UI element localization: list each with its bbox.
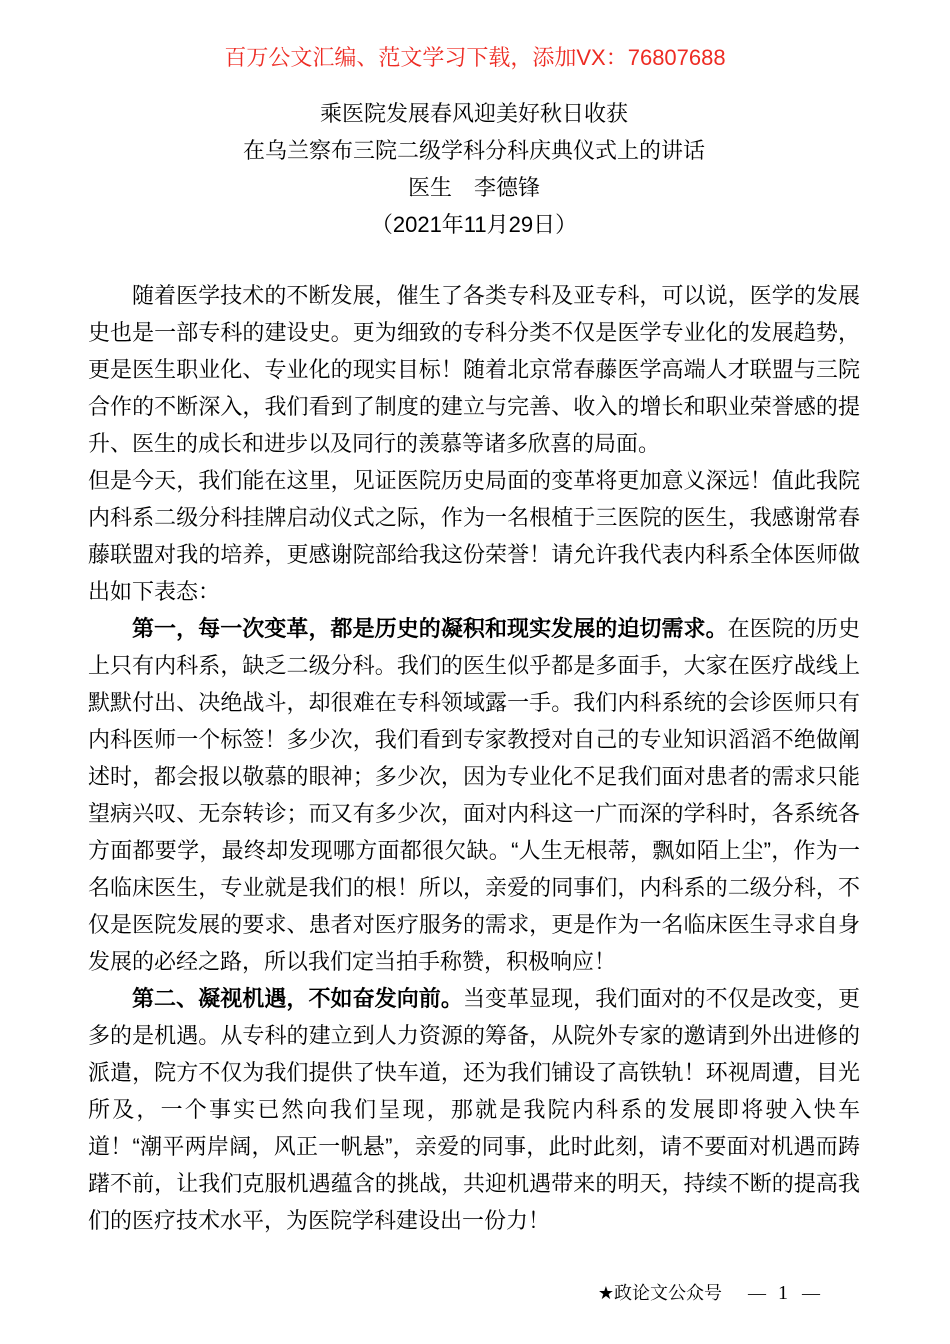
- footer-source-label: ★政论文公众号: [597, 1283, 722, 1303]
- page-number: 1: [778, 1282, 788, 1304]
- paragraph-lead-bold: 第一，每一次变革，都是历史的凝积和现实发展的迫切需求。: [132, 616, 728, 641]
- page-footer: [0, 1280, 832, 1306]
- page-number-right-dash: —: [802, 1283, 820, 1303]
- paragraph-text: 随着医学技术的不断发展，催生了各类专科及亚专科，可以说，医学的发展史也是一部专科的建设史。更为细致的专科分类不仅是医学专业化的发展趋势，更是医生职业化、专业化的现实目标！随着北京常春藤医学高端人才联盟与三院合作的不断深入，我们看到了制度的建立与完善、收入的增长和职业荣誉感的提升、医生的成长和进步以及同行的羡慕等诸多欣喜的局面。: [88, 283, 860, 456]
- page-number-left-dash: —: [748, 1283, 766, 1303]
- body-paragraph: [88, 277, 860, 462]
- paragraph-text: 但是今天，我们能在这里，见证医院历史局面的变革将更加意义深远！值此我院内科系二级分科挂牌启动仪式之际，作为一名根植于三医院的医生，我感谢常春藤联盟对我的培养，更感谢院部给我这份荣誉！请允许我代表内科系全体医师做出如下表态：: [88, 468, 860, 604]
- body-paragraph: [88, 462, 860, 610]
- body-paragraph: [88, 980, 860, 1239]
- body-paragraph: [88, 610, 860, 980]
- paragraph-lead-bold: 第二、凝视机遇，不如奋发向前。: [132, 986, 463, 1011]
- document-body: [88, 277, 860, 1239]
- doc-subtitle: 在乌兰察布三院二级学科分科庆典仪式上的讲话: [242, 138, 705, 163]
- paragraph-text: 当变革显现，我们面对的不仅是改变，更多的是机遇。从专科的建立到人力资源的筹备，从院外专家的邀请到外出进修的派遣，院方不仅为我们提供了快车道，还为我们铺设了高铁轨！环视周遭，目光所及，一个事实已然向我们呈现，那就是我院内科系的发展即将驶入快车道！“潮平两岸阔，风正一帆悬”，亲爱的同事，此时此刻，请不要面对机遇而踌躇不前，让我们克服机遇蕴含的挑战，共迎机遇带来的明天，持续不断的提高我们的医疗技术水平，为医院学科建设出一份力！: [88, 986, 860, 1233]
- promo-banner: 百万公文汇编、范文学习下载，添加VX：76807688: [224, 45, 726, 70]
- paragraph-text: 在医院的历史上只有内科系，缺乏二级分科。我们的医生似乎都是多面手，大家在医疗战线上默默付出、决绝战斗，却很难在专科领域露一手。我们内科系统的会诊医师只有内科医师一个标签！多少次，我们看到专家教授对自己的专业知识滔滔不绝做阐述时，都会报以敬慕的眼神；多少次，因为专业化不足我们面对患者的需求只能望病兴叹、无奈转诊；而又有多少次，面对内科这一广而深的学科时，各系统各方面都要学，最终却发现哪方面都很欠缺。“人生无根蒂，飘如陌上尘”，作为一名临床医生，专业就是我们的根！所以，亲爱的同事们，内科系的二级分科，不仅是医院发展的要求、患者对医疗服务的需求，更是作为一名临床医生寻求自身发展的必经之路，所以我们定当拍手称赞，积极响应！: [88, 616, 860, 974]
- doc-date: （2021年11月29日）: [370, 212, 578, 237]
- title-block: [88, 95, 860, 243]
- doc-speaker: 医生 李德锋: [407, 175, 540, 200]
- doc-title: 乘医院发展春风迎美好秋日收获: [319, 101, 628, 126]
